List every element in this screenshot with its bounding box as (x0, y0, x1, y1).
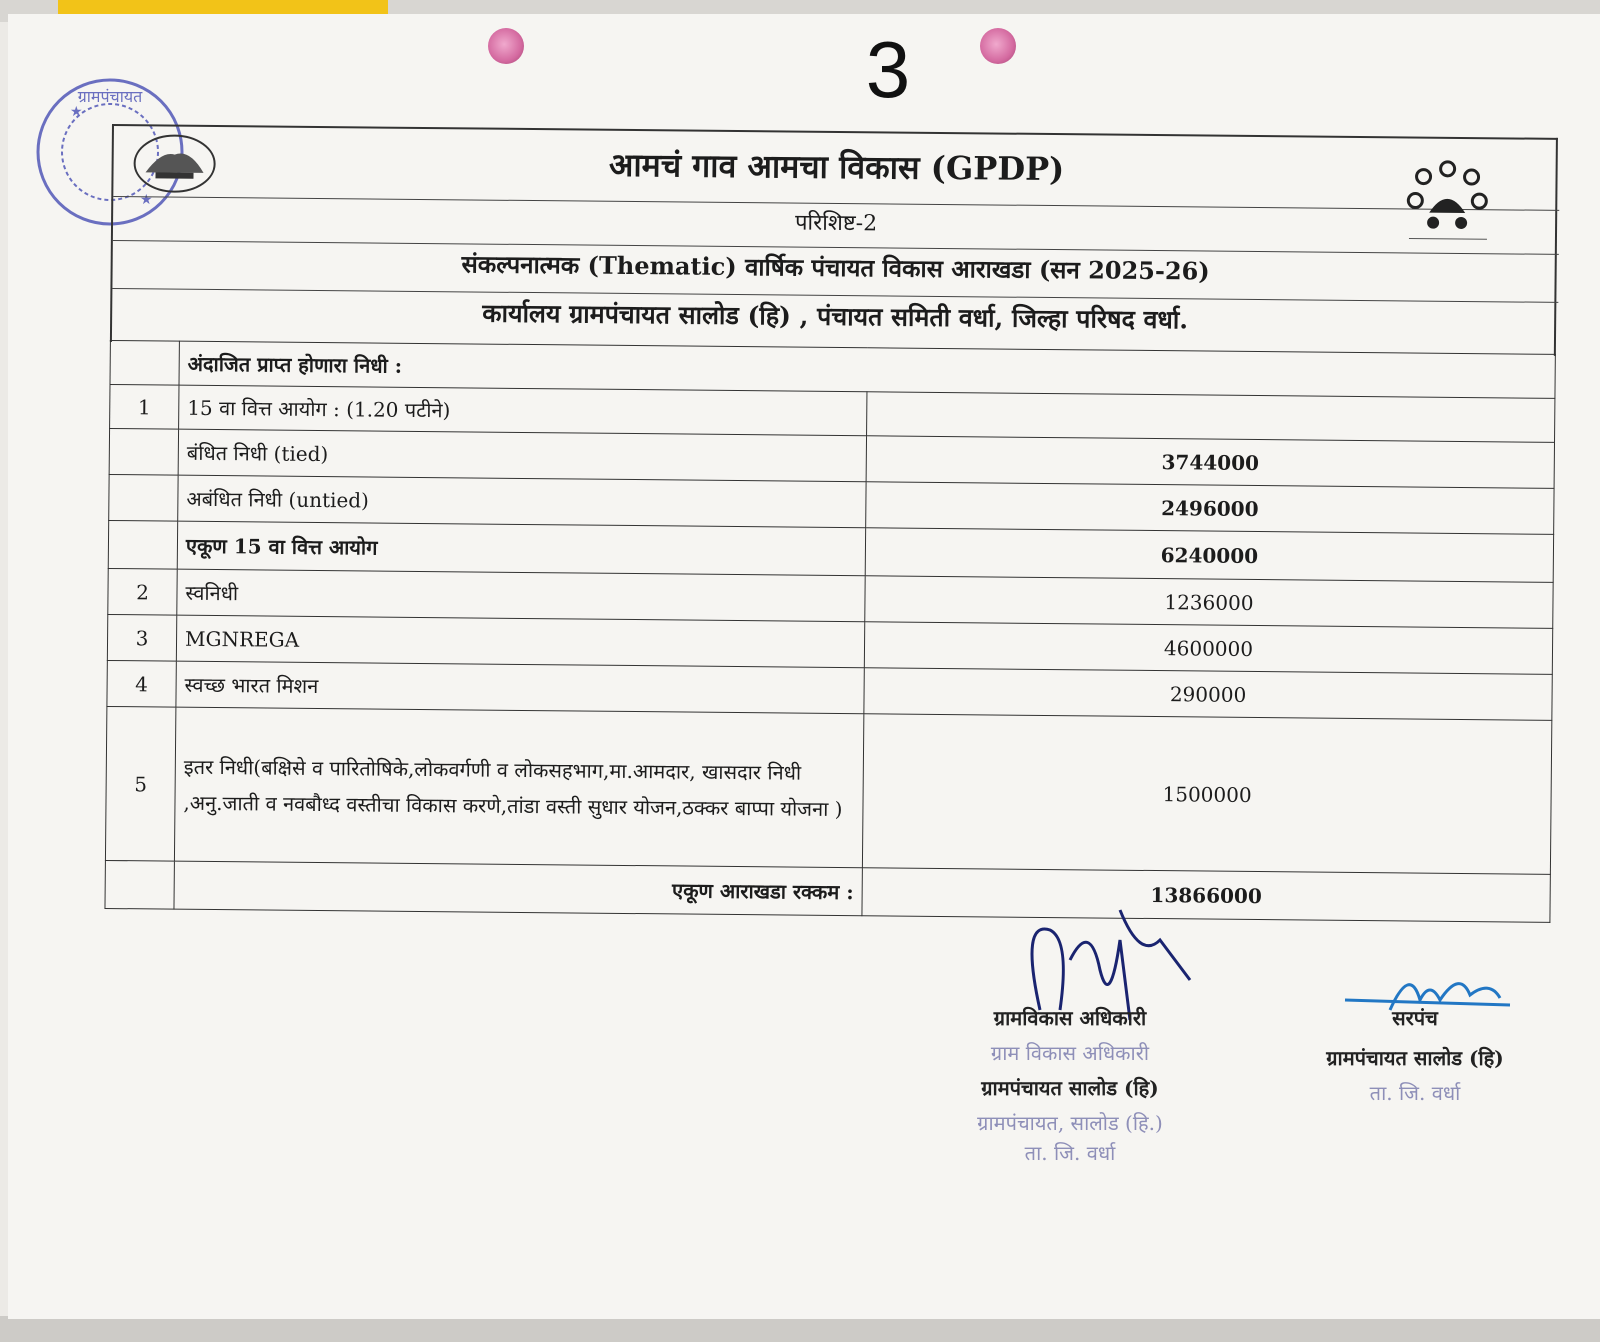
plan-title: संकल्पनात्मक (Thematic) वार्षिक पंचायत विकास आराखडा (सन 2025-26) (461, 249, 1210, 286)
punch-hole-left (488, 28, 524, 64)
fund-value: 290000 (864, 668, 1552, 721)
row-number: 1 (110, 384, 179, 429)
row-number: 3 (107, 614, 176, 661)
fund-label: 15 वा वित्त आयोग : (1.20 पटीने) (179, 385, 867, 436)
vdo-office: ग्रामपंचायत सालोड (हि) (981, 1076, 1159, 1100)
vdo-title: ग्रामविकास अधिकारी (993, 1006, 1147, 1030)
row-number: 5 (105, 706, 175, 861)
row-number: 2 (108, 568, 177, 615)
fund-value: 2496000 (866, 482, 1554, 535)
fund-value: 1500000 (862, 714, 1551, 875)
row-number: 4 (107, 660, 176, 707)
fund-label: बंधित निधी (tied) (178, 429, 866, 482)
table-heading: अंदाजित प्राप्त होणारा निधी : (179, 341, 1555, 398)
row-number (108, 520, 177, 569)
sarpanch-office: ग्रामपंचायत सालोड (हि) (1326, 1046, 1504, 1070)
vdo-seal-text: ग्राम विकास अधिकारी (990, 1041, 1150, 1065)
office-line: कार्यालय ग्रामपंचायत सालोड (हि) , पंचायत समिती वर्धा, जिल्हा परिषद वर्धा. (482, 298, 1189, 335)
fund-value: 3744000 (866, 436, 1554, 489)
fund-value: 1236000 (865, 576, 1553, 629)
fund-label: MGNREGA (176, 615, 864, 668)
sarpanch-title: सरपंच (1392, 1006, 1438, 1030)
page-number: 3 (865, 25, 911, 114)
fund-value (867, 392, 1555, 443)
vdo-seal-text-3: ता. जि. वर्धा (1024, 1141, 1116, 1165)
fund-label: स्वनिधी (177, 569, 865, 622)
fund-label: अबंधित निधी (untied) (178, 475, 866, 528)
gpdp-document (104, 124, 1560, 946)
total-value: 13866000 (862, 868, 1550, 923)
fund-label: स्वच्छ भारत मिशन (176, 661, 864, 714)
sarpanch-seal-text: ता. जि. वर्धा (1369, 1081, 1461, 1105)
sarpanch-signature-block (1300, 998, 1530, 1108)
vdo-seal-text-2: ग्रामपंचायत, सालोड (हि.) (977, 1111, 1163, 1135)
document-title: आमचं गाव आमचा विकास (GPDP) (608, 145, 1065, 189)
table-row (105, 706, 1551, 874)
fund-value: 4600000 (864, 622, 1552, 675)
village-logo-icon (131, 132, 218, 195)
row-number (109, 428, 178, 475)
header-box (110, 124, 1558, 356)
bottom-edge (0, 1316, 1600, 1342)
fund-label: इतर निधी(बक्षिसे व पारितोषिके,लोकवर्गणी व लोकसहभाग,मा.आमदार, खासदार निधी ,अनु.जाती व नवबौध्द वस्तीचा विकास करणे,तांडा वस्ती सुधार योजन,ठक्कर बाप्पा योजना ) (174, 707, 863, 868)
svg-text:★: ★ (70, 104, 83, 120)
fund-table (104, 340, 1555, 923)
total-label: एकूण आराखडा रक्कम : (174, 861, 862, 916)
row-number (109, 474, 178, 521)
panchayat-emblem-icon (1403, 158, 1492, 245)
punch-hole-right (980, 28, 1016, 64)
svg-text:★: ★ (140, 192, 153, 208)
appendix-label: परिशिष्ट-2 (794, 210, 878, 237)
fund-label: एकूण 15 वा वित्त आयोग (177, 521, 865, 576)
stamp-text: ग्रामपंचायत (77, 87, 143, 106)
vdo-signature-block (945, 998, 1195, 1168)
fund-value: 6240000 (865, 528, 1553, 583)
